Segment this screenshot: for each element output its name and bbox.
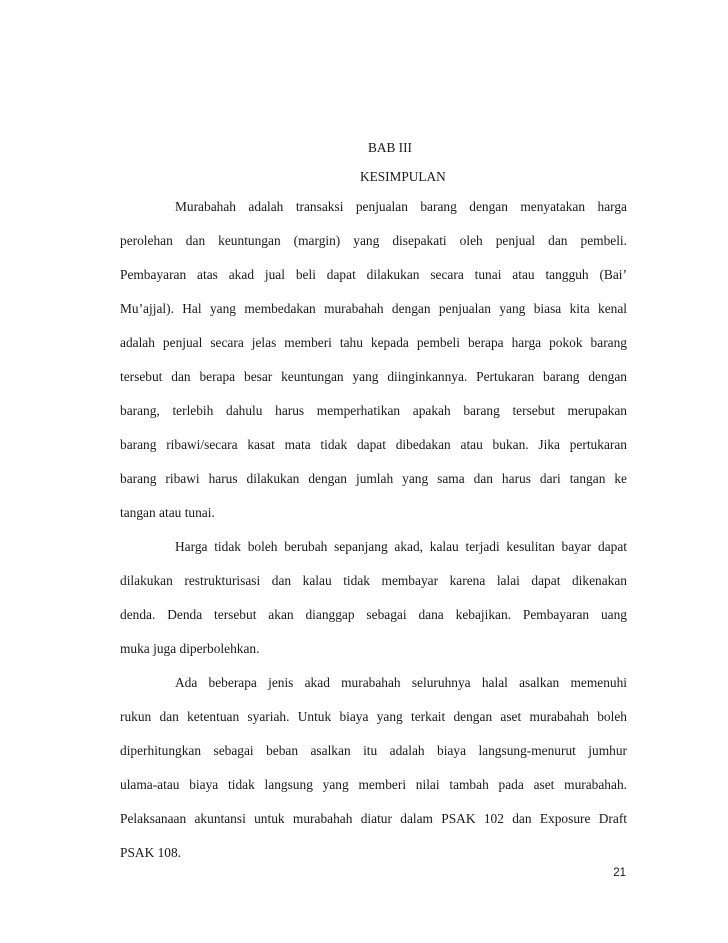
chapter-heading: BAB III xyxy=(368,140,412,155)
paragraph-line: barang, terlebih dahulu harus memperhatikan apakah barang tersebut merupakan xyxy=(120,403,627,418)
chapter-title: KESIMPULAN xyxy=(360,169,446,184)
document-body xyxy=(120,197,627,877)
paragraph-accounting xyxy=(120,673,627,877)
paragraph-line: rukun dan ketentuan syariah. Untuk biaya yang terkait dengan aset murabahah boleh xyxy=(120,709,627,724)
paragraph-line: ulama-atau biaya tidak langsung yang memberi nilai tambah pada aset murabahah. xyxy=(120,777,627,792)
paragraph-line: muka juga diperbolehkan. xyxy=(120,641,260,656)
paragraph-line: diperhitungkan sebagai beban asalkan itu adalah biaya langsung-menurut jumhur xyxy=(120,743,627,758)
paragraph-line: perolehan dan keuntungan (margin) yang disepakati oleh penjual dan pembeli. xyxy=(120,233,627,248)
paragraph-line: Mu’ajjal). Hal yang membedakan murabahah dengan penjualan yang biasa kita kenal xyxy=(120,301,627,316)
paragraph-line: Murabahah adalah transaksi penjualan barang dengan menyatakan harga xyxy=(175,199,627,214)
paragraph-line: adalah penjual secara jelas memberi tahu kepada pembeli berapa harga pokok barang xyxy=(120,335,627,350)
paragraph-line: tangan atau tunai. xyxy=(120,505,215,520)
paragraph-line: Ada beberapa jenis akad murabahah seluruhnya halal asalkan memenuhi xyxy=(175,675,627,690)
paragraph-price-rules xyxy=(120,537,627,673)
paragraph-line: denda. Denda tersebut akan dianggap sebagai dana kebajikan. Pembayaran uang xyxy=(120,607,627,622)
paragraph-line: tersebut dan berapa besar keuntungan yang diinginkannya. Pertukaran barang dengan xyxy=(120,369,627,384)
paragraph-line: barang ribawi/secara kasat mata tidak dapat dibedakan atau bukan. Jika pertukaran xyxy=(120,437,627,452)
paragraph-line: barang ribawi harus dilakukan dengan jumlah yang sama dan harus dari tangan ke xyxy=(120,471,627,486)
paragraph-line: PSAK 108. xyxy=(120,845,182,860)
paragraph-line: Pelaksanaan akuntansi untuk murabahah diatur dalam PSAK 102 dan Exposure Draft xyxy=(120,811,627,826)
paragraph-definition xyxy=(120,197,627,537)
paragraph-line: dilakukan restrukturisasi dan kalau tidak membayar karena lalai dapat dikenakan xyxy=(120,573,627,588)
paragraph-line: Harga tidak boleh berubah sepanjang akad, kalau terjadi kesulitan bayar dapat xyxy=(175,539,627,554)
paragraph-line: Pembayaran atas akad jual beli dapat dilakukan secara tunai atau tangguh (Bai’ xyxy=(120,267,627,282)
page-number: 21 xyxy=(613,867,626,879)
